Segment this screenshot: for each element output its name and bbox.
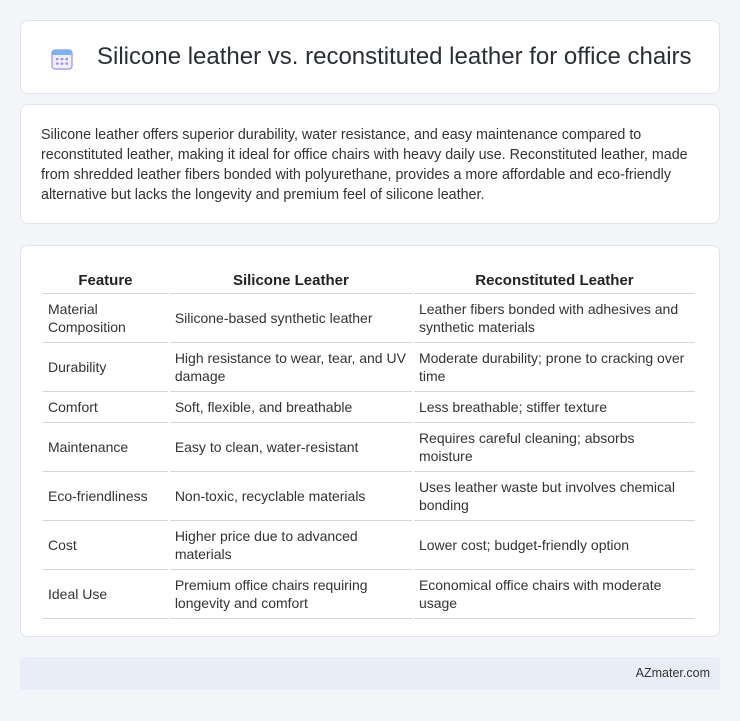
comparison-table bbox=[41, 264, 697, 619]
reconstituted-cell: Lower cost; budget-friendly option bbox=[414, 521, 695, 570]
table-row bbox=[43, 570, 695, 619]
silicone-cell: High resistance to wear, tear, and UV damage bbox=[170, 343, 412, 392]
reconstituted-cell: Economical office chairs with moderate usage bbox=[414, 570, 695, 619]
reconstituted-cell: Less breathable; stiffer texture bbox=[414, 392, 695, 423]
comparison-table-card bbox=[20, 245, 720, 637]
feature-cell: Comfort bbox=[43, 392, 168, 423]
feature-cell: Eco-friendliness bbox=[43, 472, 168, 521]
column-header-silicone: Silicone Leather bbox=[170, 264, 412, 294]
feature-cell: Durability bbox=[43, 343, 168, 392]
summary-text: Silicone leather offers superior durability, water resistance, and easy maintenance compared to reconstituted leather, making it ideal for office chairs with heavy daily use. Reconstituted leather, made from shredded leather fibers bonded with polyurethane, provides a more affordable and eco-friendly alternative but lacks the longevity and premium feel of silicone leather. bbox=[41, 127, 688, 203]
reconstituted-cell: Uses leather waste but involves chemical bonding bbox=[414, 472, 695, 521]
table-row bbox=[43, 392, 695, 423]
calendar-icon bbox=[50, 47, 74, 71]
feature-cell: Material Composition bbox=[43, 294, 168, 343]
column-header-reconstituted: Reconstituted Leather bbox=[414, 264, 695, 294]
silicone-cell: Premium office chairs requiring longevity and comfort bbox=[170, 570, 412, 619]
table-row bbox=[43, 343, 695, 392]
table-row bbox=[43, 294, 695, 343]
reconstituted-cell: Leather fibers bonded with adhesives and synthetic materials bbox=[414, 294, 695, 343]
table-header-row bbox=[43, 264, 695, 294]
feature-cell: Ideal Use bbox=[43, 570, 168, 619]
table-row bbox=[43, 423, 695, 472]
silicone-cell: Silicone-based synthetic leather bbox=[170, 294, 412, 343]
footer-brand: AZmater.com bbox=[635, 666, 710, 680]
table-row bbox=[43, 521, 695, 570]
table-row bbox=[43, 472, 695, 521]
page-title: Silicone leather vs. reconstituted leather for office chairs bbox=[97, 43, 692, 70]
feature-cell: Maintenance bbox=[43, 423, 168, 472]
summary-card bbox=[20, 104, 720, 224]
feature-cell: Cost bbox=[43, 521, 168, 570]
silicone-cell: Soft, flexible, and breathable bbox=[170, 392, 412, 423]
silicone-cell: Non-toxic, recyclable materials bbox=[170, 472, 412, 521]
column-header-feature: Feature bbox=[43, 264, 168, 294]
footer-bar bbox=[20, 657, 720, 690]
silicone-cell: Easy to clean, water-resistant bbox=[170, 423, 412, 472]
reconstituted-cell: Requires careful cleaning; absorbs moisture bbox=[414, 423, 695, 472]
title-card bbox=[20, 20, 720, 94]
silicone-cell: Higher price due to advanced materials bbox=[170, 521, 412, 570]
reconstituted-cell: Moderate durability; prone to cracking over time bbox=[414, 343, 695, 392]
